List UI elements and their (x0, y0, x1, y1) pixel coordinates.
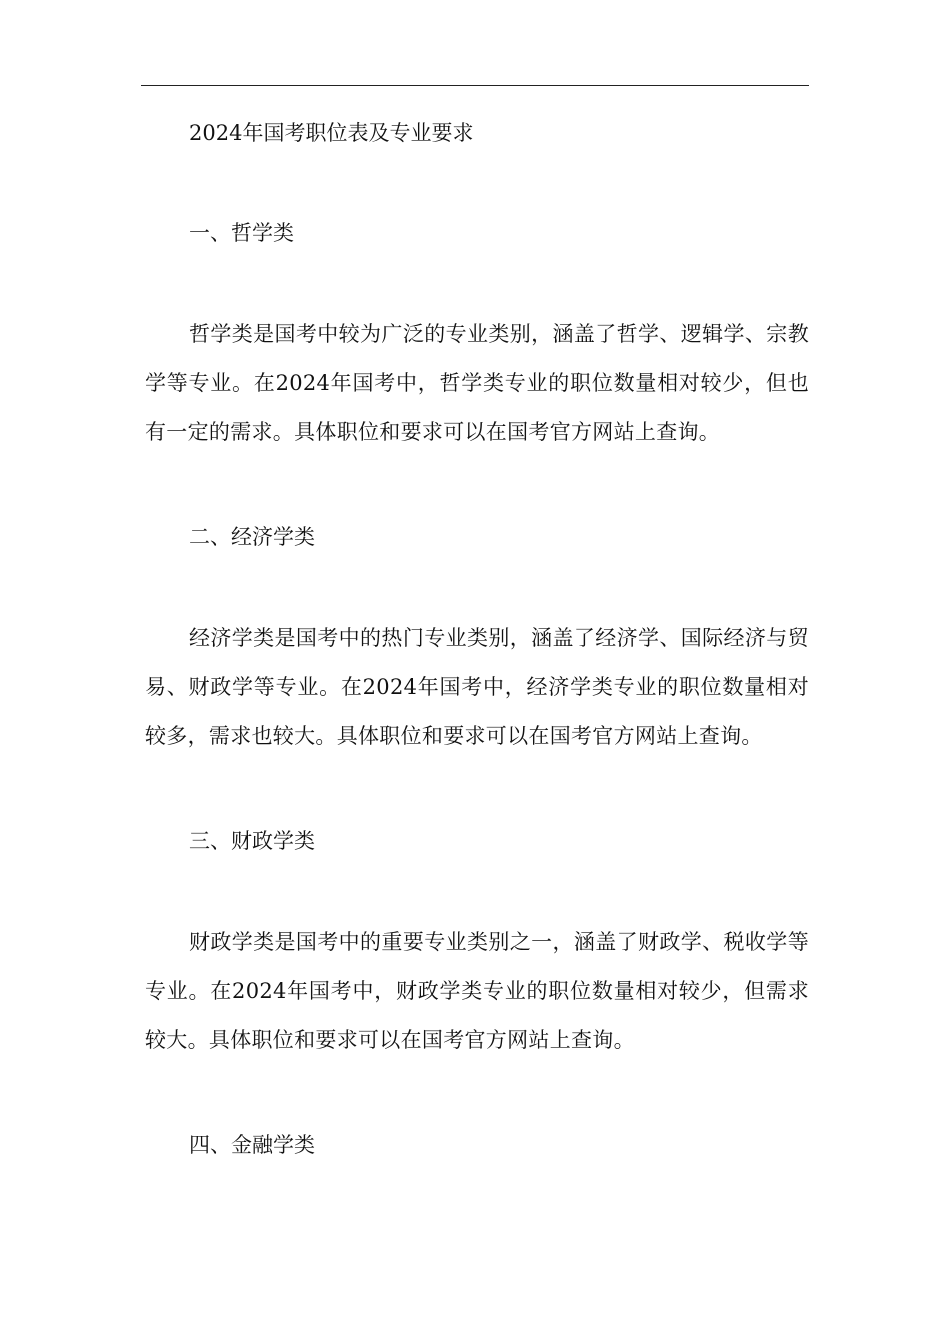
section-body-philosophy: 哲学类是国考中较为广泛的专业类别，涵盖了哲学、逻辑学、宗教学等专业。在2024年国考中，哲学类专业的职位数量相对较少，但也有一定的需求。具体职位和要求可以在国考官方网站上查询。 (145, 322, 809, 444)
document-title: 2024年国考职位表及专业要求 (189, 121, 474, 145)
section-heading-philosophy: 一、哲学类 (189, 221, 294, 245)
section-body-economics: 经济学类是国考中的热门专业类别，涵盖了经济学、国际经济与贸易、财政学等专业。在2024年国考中，经济学类专业的职位数量相对较多，需求也较大。具体职位和要求可以在国考官方网站上查询。 (145, 626, 809, 748)
section-body-public-finance: 财政学类是国考中的重要专业类别之一，涵盖了财政学、税收学等专业。在2024年国考中，财政学类专业的职位数量相对较少，但需求较大。具体职位和要求可以在国考官方网站上查询。 (145, 930, 809, 1052)
section-heading-finance: 四、金融学类 (189, 1133, 315, 1157)
document-content (145, 113, 809, 1165)
section-heading-public-finance: 三、财政学类 (189, 829, 315, 853)
header-rule (141, 85, 809, 86)
section-heading-economics: 二、经济学类 (189, 525, 315, 549)
